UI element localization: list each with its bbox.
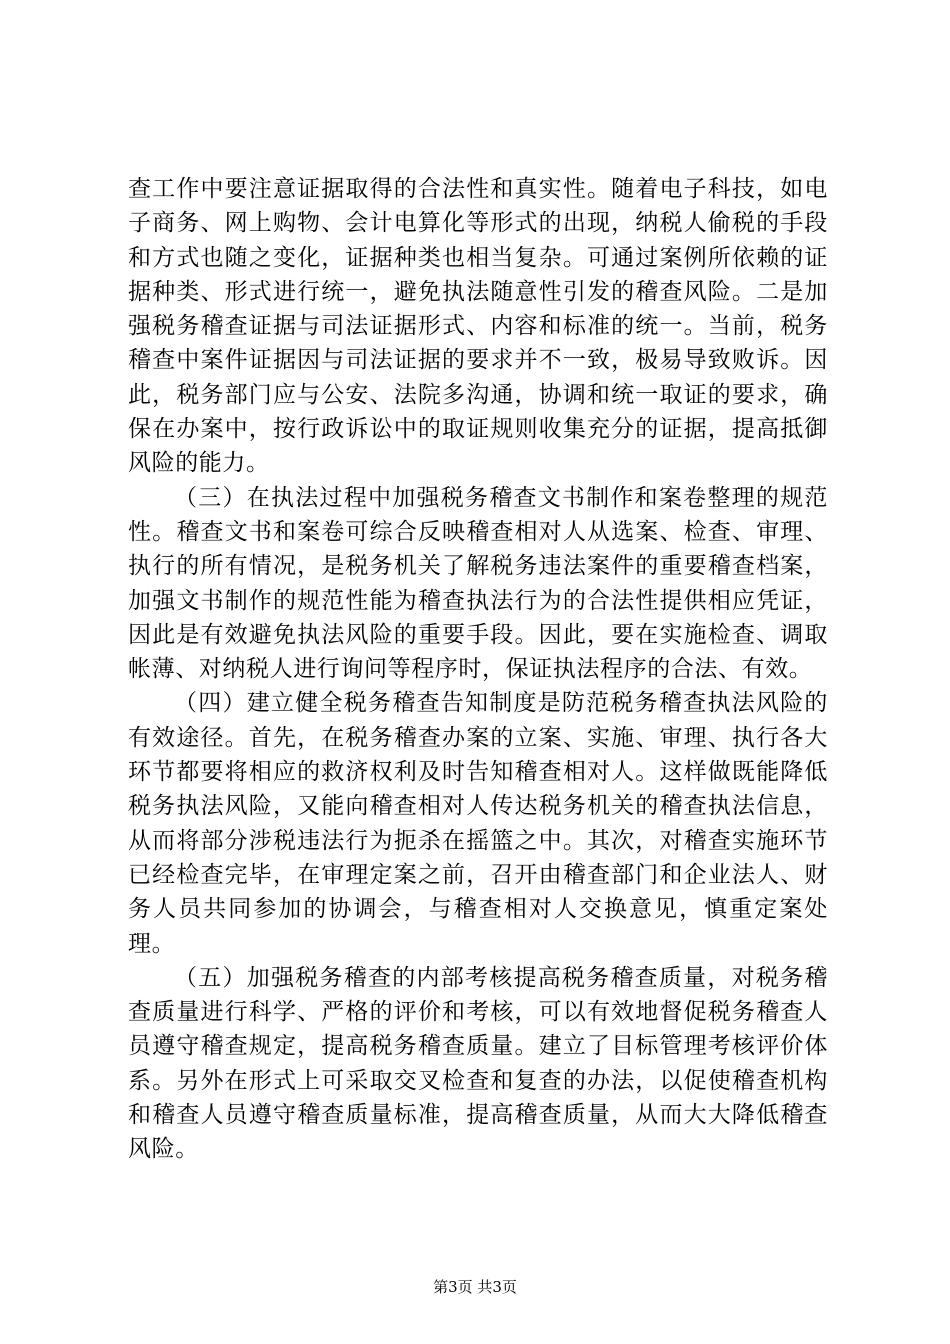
paragraph-section-4: （四）建立健全税务稽查告知制度是防范税务稽查执法风险的有效途径。首先，在税务稽查办案的立案、实施、审理、执行各大环节都要将相应的救济权利及时告知稽查相对人。这样做既能降低税务执法风险，又能向稽查相对人传达税务机关的稽查执法信息，从而将部分涉税违法行为扼杀在摇篮之中。其次，对稽查实施环节已经检查完毕，在审理定案之前，召开由稽查部门和企业法人、财务人员共同参加的协调会，与稽查相对人交换意见，慎重定案处理。 xyxy=(128,690,828,957)
page-number-footer: 第3页 共3页 xyxy=(433,1278,517,1296)
paragraph-continued: 查工作中要注意证据取得的合法性和真实性。随着电子科技，如电子商务、网上购物、会计电算化等形式的出现，纳税人偷税的手段和方式也随之变化，证据种类也相当复杂。可通过案例所依赖的证据种类、形式进行统一，避免执法随意性引发的稽查风险。二是加强税务稽查证据与司法证据形式、内容和标准的统一。当前，税务稽查中案件证据因与司法证据的要求并不一致，极易导致败诉。因此，税务部门应与公安、法院多沟通，协调和统一取证的要求，确保在办案中，按行政诉讼中的取证规则收集充分的证据，提高抵御风险的能力。 xyxy=(128,176,828,477)
paragraph-section-3: （三）在执法过程中加强税务稽查文书制作和案卷整理的规范性。稽查文书和案卷可综合反映稽查相对人从选案、检查、审理、执行的所有情况，是税务机关了解税务违法案件的重要稽查档案，加强文书制作的规范性能为稽查执法行为的合法性提供相应凭证，因此是有效避免执法风险的重要手段。因此，要在实施检查、调取帐薄、对纳税人进行询问等程序时，保证执法程序的合法、有效。 xyxy=(128,484,828,683)
paragraph-section-5: （五）加强税务稽查的内部考核提高税务稽查质量，对税务稽查质量进行科学、严格的评价和考核，可以有效地督促税务稽查人员遵守稽查规定，提高税务稽查质量。建立了目标管理考核评价体系。另外在形式上可采取交叉检查和复查的办法，以促使稽查机构和稽查人员遵守稽查质量标准，提高稽查质量，从而大大降低稽查风险。 xyxy=(128,964,828,1163)
document-body xyxy=(128,172,828,1167)
